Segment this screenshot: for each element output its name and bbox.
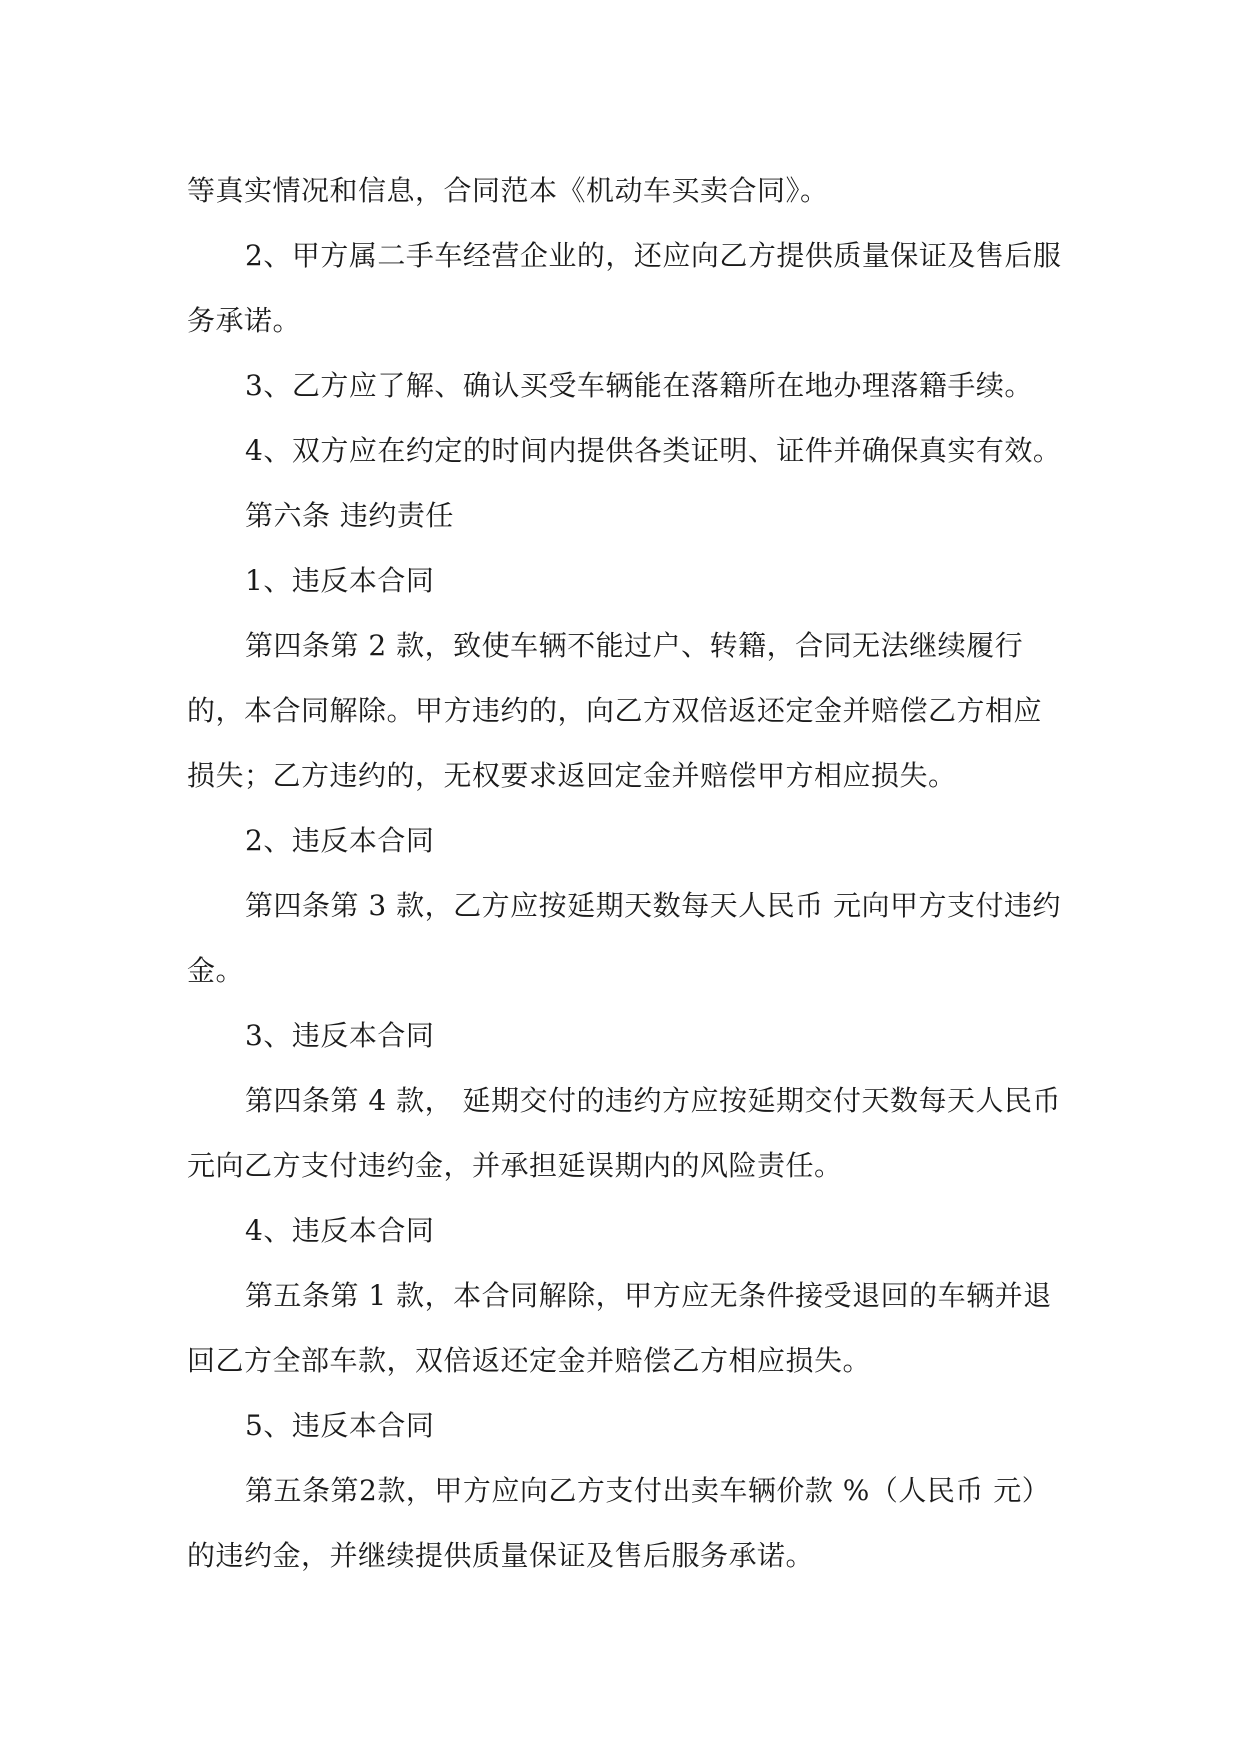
clause-heading: 1、违反本合同 bbox=[245, 564, 435, 597]
paragraph: 4、双方应在约定的时间内提供各类证明、证件并确保真实有效。 bbox=[245, 434, 1062, 467]
section-heading: 第六条 违约责任 bbox=[245, 499, 454, 532]
document-body bbox=[187, 158, 1067, 1588]
paragraph: 3、乙方应了解、确认买受车辆能在落籍所在地办理落籍手续。 bbox=[245, 369, 1033, 402]
paragraph: 第四条第 2 款，致使车辆不能过户、转籍，合同无法继续履行的，本合同解除。甲方违约的，向乙方双倍返还定金并赔偿乙方相应损失；乙方违约的，无权要求返回定金并赔偿甲方相应损失。 bbox=[187, 629, 1043, 792]
paragraph: 等真实情况和信息，合同范本《机动车买卖合同》。 bbox=[187, 174, 829, 207]
paragraph: 第四条第 4 款， 延期交付的违约方应按延期交付天数每天人民币 元向乙方支付违约金，并承担延误期内的风险责任。 bbox=[187, 1084, 1062, 1182]
clause-heading: 5、违反本合同 bbox=[245, 1409, 435, 1442]
paragraph: 第五条第2款，甲方应向乙方支付出卖车辆价款 %（人民币 元）的违约金，并继续提供质量保证及售后服务承诺。 bbox=[187, 1474, 1051, 1572]
clause-heading: 3、违反本合同 bbox=[245, 1019, 435, 1052]
paragraph: 第五条第 1 款，本合同解除，甲方应无条件接受退回的车辆并退回乙方全部车款，双倍返还定金并赔偿乙方相应损失。 bbox=[187, 1279, 1052, 1377]
paragraph: 第四条第 3 款，乙方应按延期天数每天人民币 元向甲方支付违约金。 bbox=[187, 889, 1062, 987]
clause-heading: 4、违反本合同 bbox=[245, 1214, 435, 1247]
paragraph: 2、甲方属二手车经营企业的，还应向乙方提供质量保证及售后服务承诺。 bbox=[187, 239, 1062, 337]
clause-heading: 2、违反本合同 bbox=[245, 824, 435, 857]
